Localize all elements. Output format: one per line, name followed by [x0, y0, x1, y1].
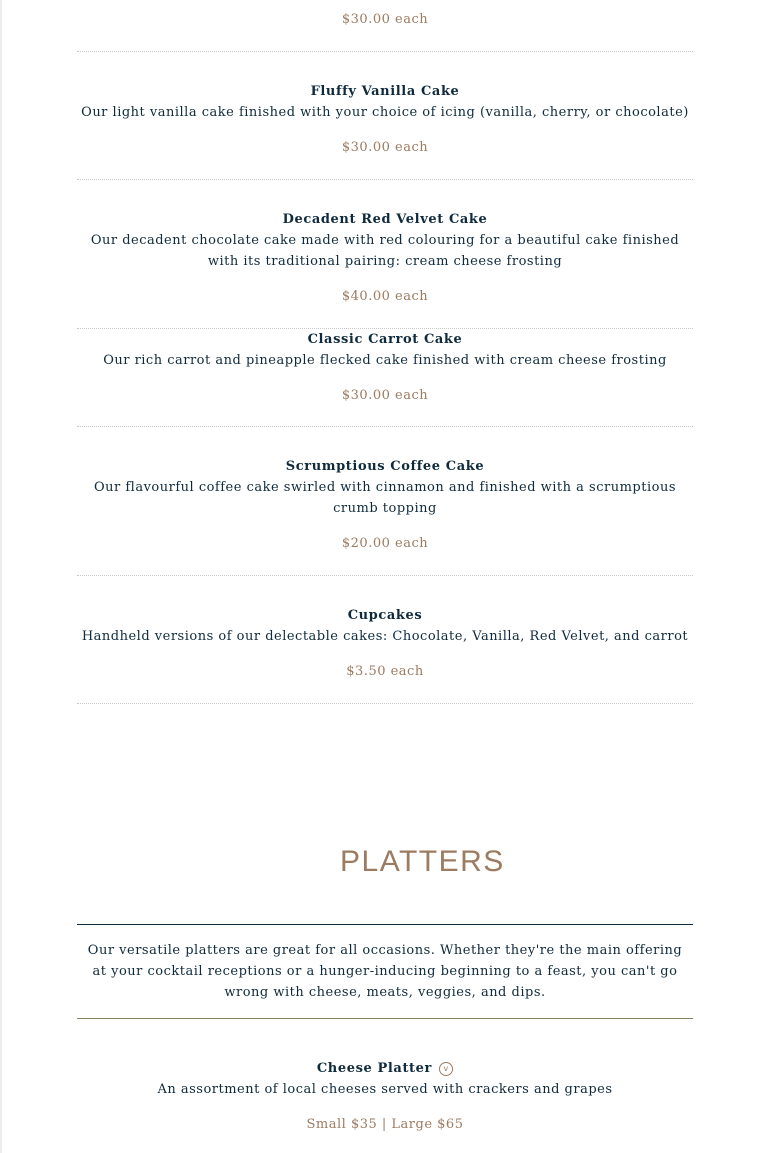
menu-item-coffee-cake [77, 427, 693, 576]
menu-item-red-velvet-cake [77, 180, 693, 329]
vegetarian-icon: v [439, 1062, 453, 1076]
item-price: $3.50 each [346, 664, 424, 679]
item-price: $20.00 each [341, 536, 429, 551]
item-price: Small $35 | Large $65 [306, 1117, 464, 1132]
item-price: $30.00 each [341, 140, 429, 155]
page-left-edge [0, 0, 2, 1153]
item-description: An assortment of local cheeses served with crackers and grapes [157, 1082, 613, 1097]
platters-section-title: PLATTERS [340, 845, 505, 878]
item-description: Handheld versions of our delectable cakes: Chocolate, Vanilla, Red Velvet, and carrot [81, 629, 689, 644]
platters-intro: Our versatile platters are great for all occasions. Whether they're the main offering at your cocktail receptions or a hunger-inducing beginning to a feast, you can't go wrong with cheese, meats, veggies, and dips. [77, 924, 693, 1019]
item-name: Fluffy Vanilla Cake [310, 84, 460, 99]
menu-item-vanilla-cake [77, 52, 693, 180]
platters-menu [77, 1048, 693, 1135]
item-name: Cupcakes [347, 608, 423, 623]
menu-item-cupcakes [77, 576, 693, 704]
item-name-text: Cheese Platter [316, 1061, 432, 1076]
item-description: Our rich carrot and pineapple flecked cake finished with cream cheese frosting [103, 353, 667, 368]
item-name [77, 1058, 693, 1079]
item-price: $30.00 each [341, 388, 429, 403]
item-price: $30.00 each [341, 12, 429, 27]
menu-item-cheese-platter [77, 1048, 693, 1135]
item-description: Our flavourful coffee cake swirled with cinnamon and finished with a scrumptious crumb topping [93, 480, 676, 516]
menu-item-carrot-cake [77, 329, 693, 427]
item-price: $40.00 each [341, 289, 429, 304]
item-description: Our decadent chocolate cake made with red colouring for a beautiful cake finished with its traditional pairing: cream cheese frosting [90, 233, 680, 269]
item-name: Classic Carrot Cake [307, 332, 463, 347]
item-name: Decadent Red Velvet Cake [282, 212, 488, 227]
menu-item-previous [77, 0, 693, 52]
cakes-menu [77, 0, 693, 704]
item-description: Our light vanilla cake finished with your choice of icing (vanilla, cherry, or chocolate) [81, 105, 689, 120]
item-name: Scrumptious Coffee Cake [285, 459, 485, 474]
